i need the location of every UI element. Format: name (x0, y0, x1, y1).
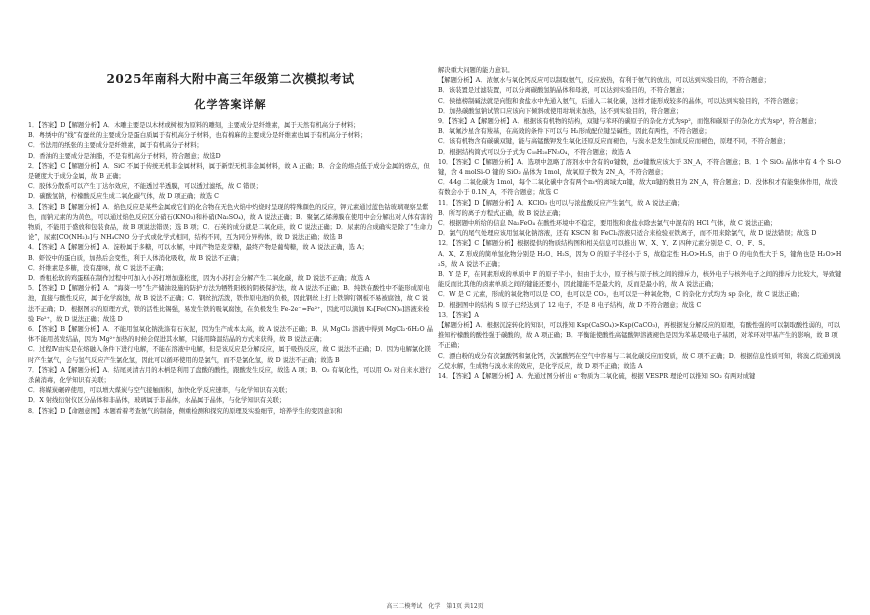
answer-paragraph: C．纤维素是多糖，没有甜味，故 C 说法不正确； (28, 264, 168, 272)
answer-paragraph: 13．【答案】A (438, 311, 479, 319)
answer-paragraph: C．44g 二氧化碳为 1mol，每个二氧化碳中含有两个π₃⁴的离域大π键，故大π键的数目为 2N_A，符合题意；D．没体积才有能集体作用，故没有数会小于 0.1N_A，不符合题意；故选 C (438, 179, 838, 197)
answer-paragraph: D．根据结构简式可以分子式为 C₁₈H₂₀FN₃O₄，不符合题意；故选 A (438, 148, 631, 156)
answer-paragraph: 9．【答案】A【解题分析】A．根据该有机物的结构，双键与苯环的碳原子的杂化方式为sp²，而饱和碳原子的杂化方式为sp³，符合题意； (438, 118, 821, 126)
answer-paragraph: 8．【答案】D【命题意图】本题看着考查氨气的制备，侧重检测和探究的原理及实验细节，培养学生的变因意识和 (28, 407, 343, 415)
answer-paragraph: D．X 射线衍射仪区分晶体和非晶体，玻璃属于非晶体，水晶属于晶体，与化学知识有关联； (28, 397, 286, 405)
answer-paragraph: 6．【答案】B【解题分析】A．不能用氢氧化钠洗涤有石灰泥，因为生产成本太高，故 A 说法不正确；B．从 MgCl₂ 溶液中得到 MgCl₂·6H₂O 晶体不能用蒸发结晶，因为 Mg²⁺加热的时候会促进其水解，只能用降温结晶的方式来获得，故 B 说法正确； (28, 326, 433, 344)
answer-paragraph: A．X、Z 形成的简单氢化物分别是 H₂O、H₂S，因为 O 的原子半径小于 S，故稳定性 H₂O>H₂S，由于 O 的电负性大于 S，键角也是 H₂O>H₂S，故 A 说法不正确； (438, 250, 842, 268)
answer-paragraph: C．胶体分散系可以产生丁达尔效应，不能透过半透膜，可以透过滤纸，故 C 错误； (28, 183, 263, 191)
document-subtitle: 化学答案详解 (194, 98, 267, 111)
answer-paragraph: C．该有机物含有碳碳双键，能与高锰酸钾发生氧化还原反应而褪色，与溴水是发生加成反应而褪色，原理不同，不符合题意； (438, 138, 790, 146)
answer-paragraph: 解决重大问题的能力意识。 (438, 67, 514, 74)
answer-paragraph: 2．【答案】C【解题分析】A．SiC 不属于传统无机非金属材料，属于新型无机非金属材料，故 A 正确；B．合金的熔点低于成分金属的熔点，但是硬度大于成分金属，故 B 正确； (28, 162, 430, 181)
answer-paragraph: 4．【答案】A【解题分析】A．淀粉属于多糖，可以水解，中间产物是麦芽糖，最终产物是葡萄糖，故 A 说法正确，选 A； (28, 244, 368, 252)
answer-paragraph: 3．【答案】B【解题分析】A．焰色反应是某些金属或它们的化合物在无色火焰中灼烧时呈现的特殊颜色的反应，钾元素通过蓝色钴玻璃观察呈紫色，而钠元素的为黄色，可以通过焰色反应区分硝石(KNO₃)和朴硝(Na₂SO₄)，故 A 说法正确；B．聚氯乙烯薄膜在使用中会分解出对人体有害的物质，不能用于盛放和包装食品，故 B 项说法错误；选 B 项；C．石英的成分就是二氧化硅，故 C 说法正确；D．尿素的合成确实是除了“生命力论”，尿素[CO(NH₂)₂]与 NH₄CNO 分子式或化学式相同，结构不同，互为同分异构体，故 D 说法正确；故选 B (28, 203, 433, 242)
answer-paragraph: 5．【答案】D【解题分析】A．“海葵一号”生产储油设施的防护方法为牺牲阳极的阴极保护法，故 A 说法不正确；B．纯铁在酸性中不能形成原电池，直接与酸性反应，属于化学腐蚀，故 B 说法不正确；C．钢丝抗活泼，铁作原电池的负极，因此钢丝上打上铁铆钉钢板不易被腐蚀，故 C 说法不正确；D．根据图示的原理方式，铁的活性比锡强，易发生铁的吸氧腐蚀，在负极发生 Fe-2e⁻=Fe²⁺，因此可以滴加 K₃[Fe(CN)₆]溶液来检验 Fe²⁺，故 D 说法正确；故选 D (28, 285, 430, 323)
answer-paragraph: B．所写的离子方程式正确，故 B 说法正确； (438, 209, 565, 217)
document-title: 2025年南科大附中高三年级第二次模拟考试 (106, 72, 355, 86)
answer-paragraph: D．氯气的尾气处理应该用氢氧化钠溶液，还有 KSCN 和 FeCl₂溶液只适合来检验亚铁离子，而不用来除氯气，故 D 说法错误；故选 D (438, 230, 817, 238)
answer-paragraph: B．粤绣中的“线”有蚕丝的主要成分是蛋白质属于有机高分子材料，也有棉麻的主要成分是纤维素也属于有机高分子材料； (28, 132, 367, 140)
answer-paragraph: C．过程Ⅳ由实是在熔融入条件下进行电解，不能在溶液中电解，但是该反应是分解反应，属于吸热反应，故 C 说法不正确；D．因为电解氯化镁时产生氯气，会与氢气反应产生氯化氢，因此可以循环使用的是氯气，而不是氯化氢，故 D 说法不正确；故选 B (28, 346, 431, 364)
page-footer: 高三二模考试 化学 第1页 共12页 (386, 603, 484, 610)
answer-paragraph: 7．【答案】A【解题分析】A．结尾灵清古月的木柄是利用了盘酸的酸性，跟酸发生反应，故选 A 项；B．O₃ 有氧化性，可以用 O₃ 对自来水进行杀菌消毒，化学知识有关联； (28, 366, 432, 385)
answer-paragraph: C．侯德榜制碱法就是向饱和食盐水中先通入氨气，后通入二氧化碳，这样才能形成较多的晶体，可以达到实验目的，不符合题意； (438, 97, 802, 105)
answer-paragraph: D．加热碳酸氢钠试管口应该向下倾斜或使用坩埚来加热，达不到实验目的，符合题意； (438, 107, 683, 115)
answer-paragraph: B．该装置是过滤装置，可以分离碳酸氢钠晶体和母液，可以达到实验目的，不符合题意； (438, 87, 689, 95)
answer-paragraph: 1．【答案】D【解题分析】A．木雕主要是以木材或树根为原料的雕刻，主要成分是纤维素，属于天然有机高分子材料； (28, 122, 360, 129)
answer-paragraph: D．香租松软的鸡蛋糕在制作过程中可加入小苏打增加蓬松度，因为小苏打会分解产生二氧化碳，故 D 说法不正确；故选 A (28, 275, 370, 283)
answer-paragraph: C．根据题中所给的信息 Na₂FeO₄ 在酸性环境中不稳定，要用饱和食盐水除去氯气中混有的 HCl 气体，故 C 说法正确； (438, 220, 777, 228)
answer-paragraph: 【解题分析】A．根据沉淀转化的知识，可以推知 Ksp(CaSO₄)>Ksp(CaCO₃)，再根据复分解反应的原理，有酸性强的可以制取酸性弱的，可以推知柠檬酸的酸性强于碳酸的，故 A 项正确；B．平衡能使酸性高锰酸钾溶液褪色是因为苯基是吸电子基团，对苯环对甲基产生的影响，故 B 项不正确； (438, 322, 841, 350)
answer-paragraph: B．氧氟沙星含有羧基，在高效的条件下可以与 H₂形成配位键呈碱性，因此有两性，不符合题意； (438, 128, 711, 136)
right-column (438, 66, 843, 598)
answer-paragraph: 11．【答案】D【解题分析】A．KClO₃ 也可以与浓盐酸反应产生氯气，故 A 说法正确； (438, 199, 684, 207)
left-column (28, 70, 433, 598)
answer-paragraph: 12．【答案】C【解题分析】根据提供的物质结构图和相关信息可以推出 W、X、Y、Z 四种元素分别是 C、O、F、S。 (438, 240, 769, 248)
answer-paragraph: D．碳酸氢钠，柠檬酸反应生成二氧化碳气体，故 D 项正确；故选 C (28, 193, 219, 201)
answer-paragraph: 10．【答案】C【解题分析】A．选项中忽略了溶剂水中含有的σ键数，总σ键数应该大于 3N_A，不符合题意；B．1 个 SiO₂ 晶体中有 4 个 Si-O 键，含 4 molSi-O 键的 SiO₂ 晶体为 1mol，故氧原子数为 2N_A，不符合题意； (438, 158, 841, 177)
answer-paragraph: D．香油的主要成分是油脂，不是有机高分子材料，符合题意；故选D (28, 152, 221, 160)
right-paragraphs (438, 66, 843, 382)
answer-paragraph: B．Y 是 F，在同素形成的单质中 F 的原子半小，但由于太小，原子核与原子核之间的排斥力，核外电子与核外电子之间的排斥力比较大，导致键能反而比其他的卤素单质之间的键能还要小，因此键能不是最大的，反而是最小的，故 A 说法正确； (438, 271, 842, 289)
answer-paragraph: 14．【答案】A【解题分析】A．先通过图分析出 e⁻物质为二氧化硫，根据 VESPR 理论可以推知 SO₂ 有两对成键 (438, 373, 756, 381)
answer-paragraph: C．W 是 C 元素，形成的氧化物可以是 CO，也可以是 CO₂，也可以是一种氧化物，C 的杂化方式均为 sp 杂化，故 C 说法正确； (438, 291, 804, 299)
answer-paragraph: C．书法用的纸张的主要成分是纤维素，属于有机高分子材料； (28, 142, 203, 150)
left-paragraphs (28, 121, 433, 417)
answer-paragraph: C．将媒炭碾碎使用，可以增大煤炭与空气接触面积，加快化学反应速率，与化学知识有关联； (28, 387, 291, 395)
answer-paragraph: 【解题分析】A．浓氨水与氧化钙反应可以制取氨气，反应放热，有利于氨气的放出，可以达到实验目的，不符合题意； (438, 77, 770, 85)
answer-paragraph: C．漂白粉的成分有次氯酸钙和氯化钙，次氯酸钙在空气中容易与二氧化碳反应而变质，故 C 项不正确；D．根据信息性质可知，将溴乙烷通到溴乙烷水解，生成物与溴水来的效应，是化学反应，故 D 项不正确；故选 A (438, 352, 841, 370)
answer-paragraph: B．虾饺中的蛋白质，加热后会变性，利于人体消化吸收，故 B 说法不正确； (28, 254, 243, 262)
answer-paragraph: D．根据图中的结构 S 原子已经达到了 12 电子，不是 8 电子结构，故 D 不符合题意；故选 C (438, 301, 702, 309)
